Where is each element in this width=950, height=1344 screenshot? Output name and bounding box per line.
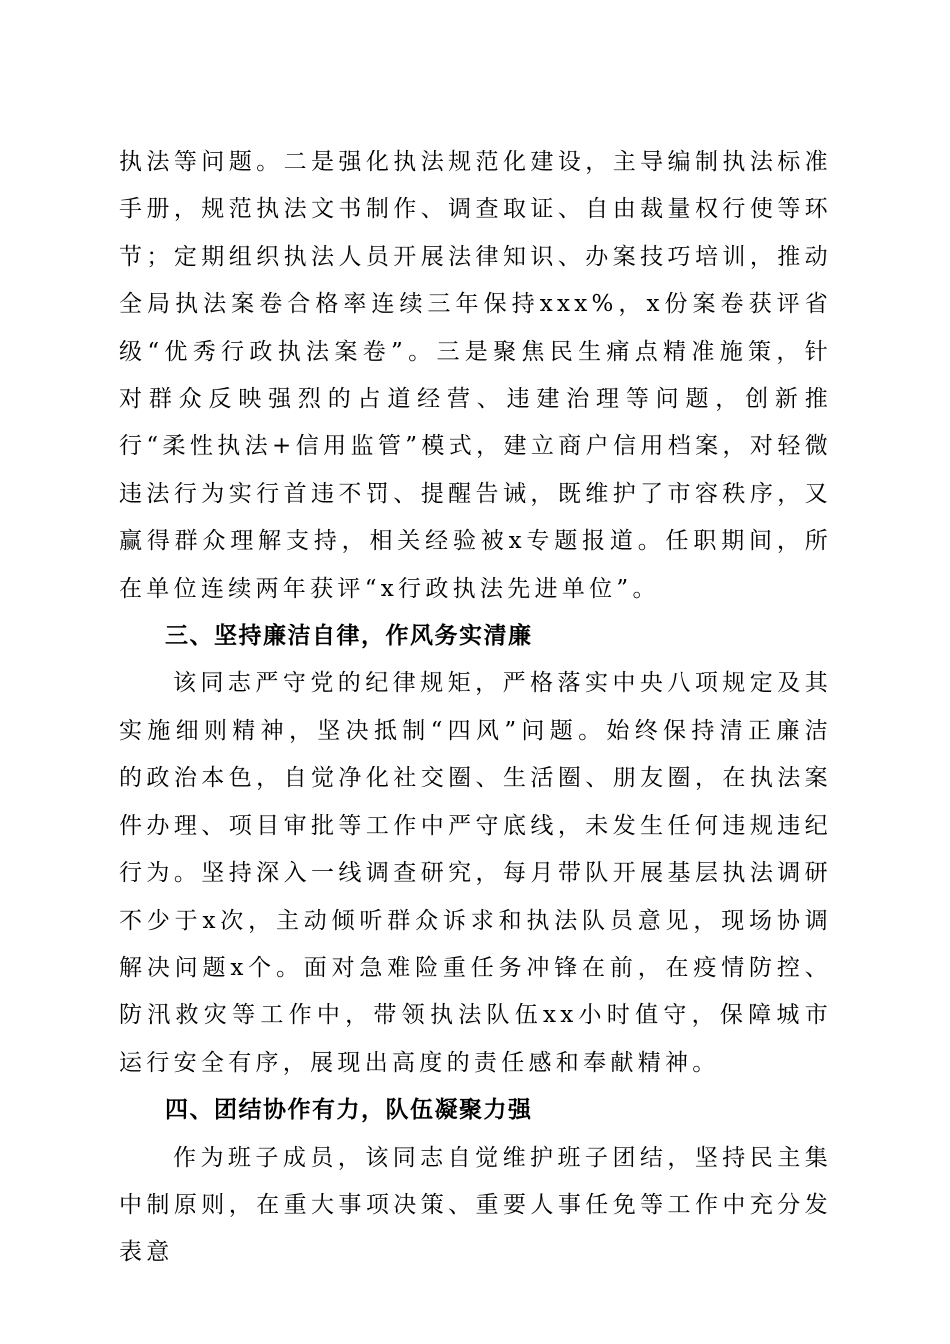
paragraph-integrity: 该同志严守党的纪律规矩，严格落实中央八项规定及其实施细则精神，坚决抵制“四风”问题。始终保持清正廉洁的政治本色，自觉净化社交圈、生活圈、朋友圈，在执法案件办理、项目审批等工作中严守底线，未发生任何违规违纪行为。坚持深入一线调查研究，每月带队开展基层执法调研不少于x次，主动倾听群众诉求和执法队员意见，现场协调解决问题x个。面对急难险重任务冲锋在前，在疫情防控、防汛救灾等工作中，带领执法队伍xx小时值守，保障城市运行安全有序，展现出高度的责任感和奉献精神。 <box>119 670 832 1076</box>
paragraph-law-enforcement-continued: 执法等问题。二是强化执法规范化建设，主导编制执法标准手册，规范执法文书制作、调查取证、自由裁量权行使等环节；定期组织执法人员开展法律知识、办案技巧培训，推动全局执法案卷合格率连续三年保持xxx%，x份案卷获评省级“优秀行政执法案卷”。三是聚焦民生痛点精准施策，针对群众反映强烈的占道经营、违建治理等问题，创新推行“柔性执法+信用监管”模式，建立商户信用档案，对轻微违法行为实行首违不罚、提醒告诫，既维护了市容秩序，又赢得群众理解支持，相关经验被x专题报道。任职期间，所在单位连续两年获评“x行政执法先进单位”。 <box>119 149 832 602</box>
section-heading-teamwork: 四、团结协作有力，队伍凝聚力强 <box>165 1097 533 1124</box>
paragraph-teamwork: 作为班子成员，该同志自觉维护班子团结，坚持民主集中制原则，在重大事项决策、重要人事任免等工作中充分发表意 <box>119 1144 832 1266</box>
document-body <box>119 139 832 1277</box>
section-heading-integrity: 三、坚持廉洁自律，作风务实清廉 <box>165 623 533 650</box>
